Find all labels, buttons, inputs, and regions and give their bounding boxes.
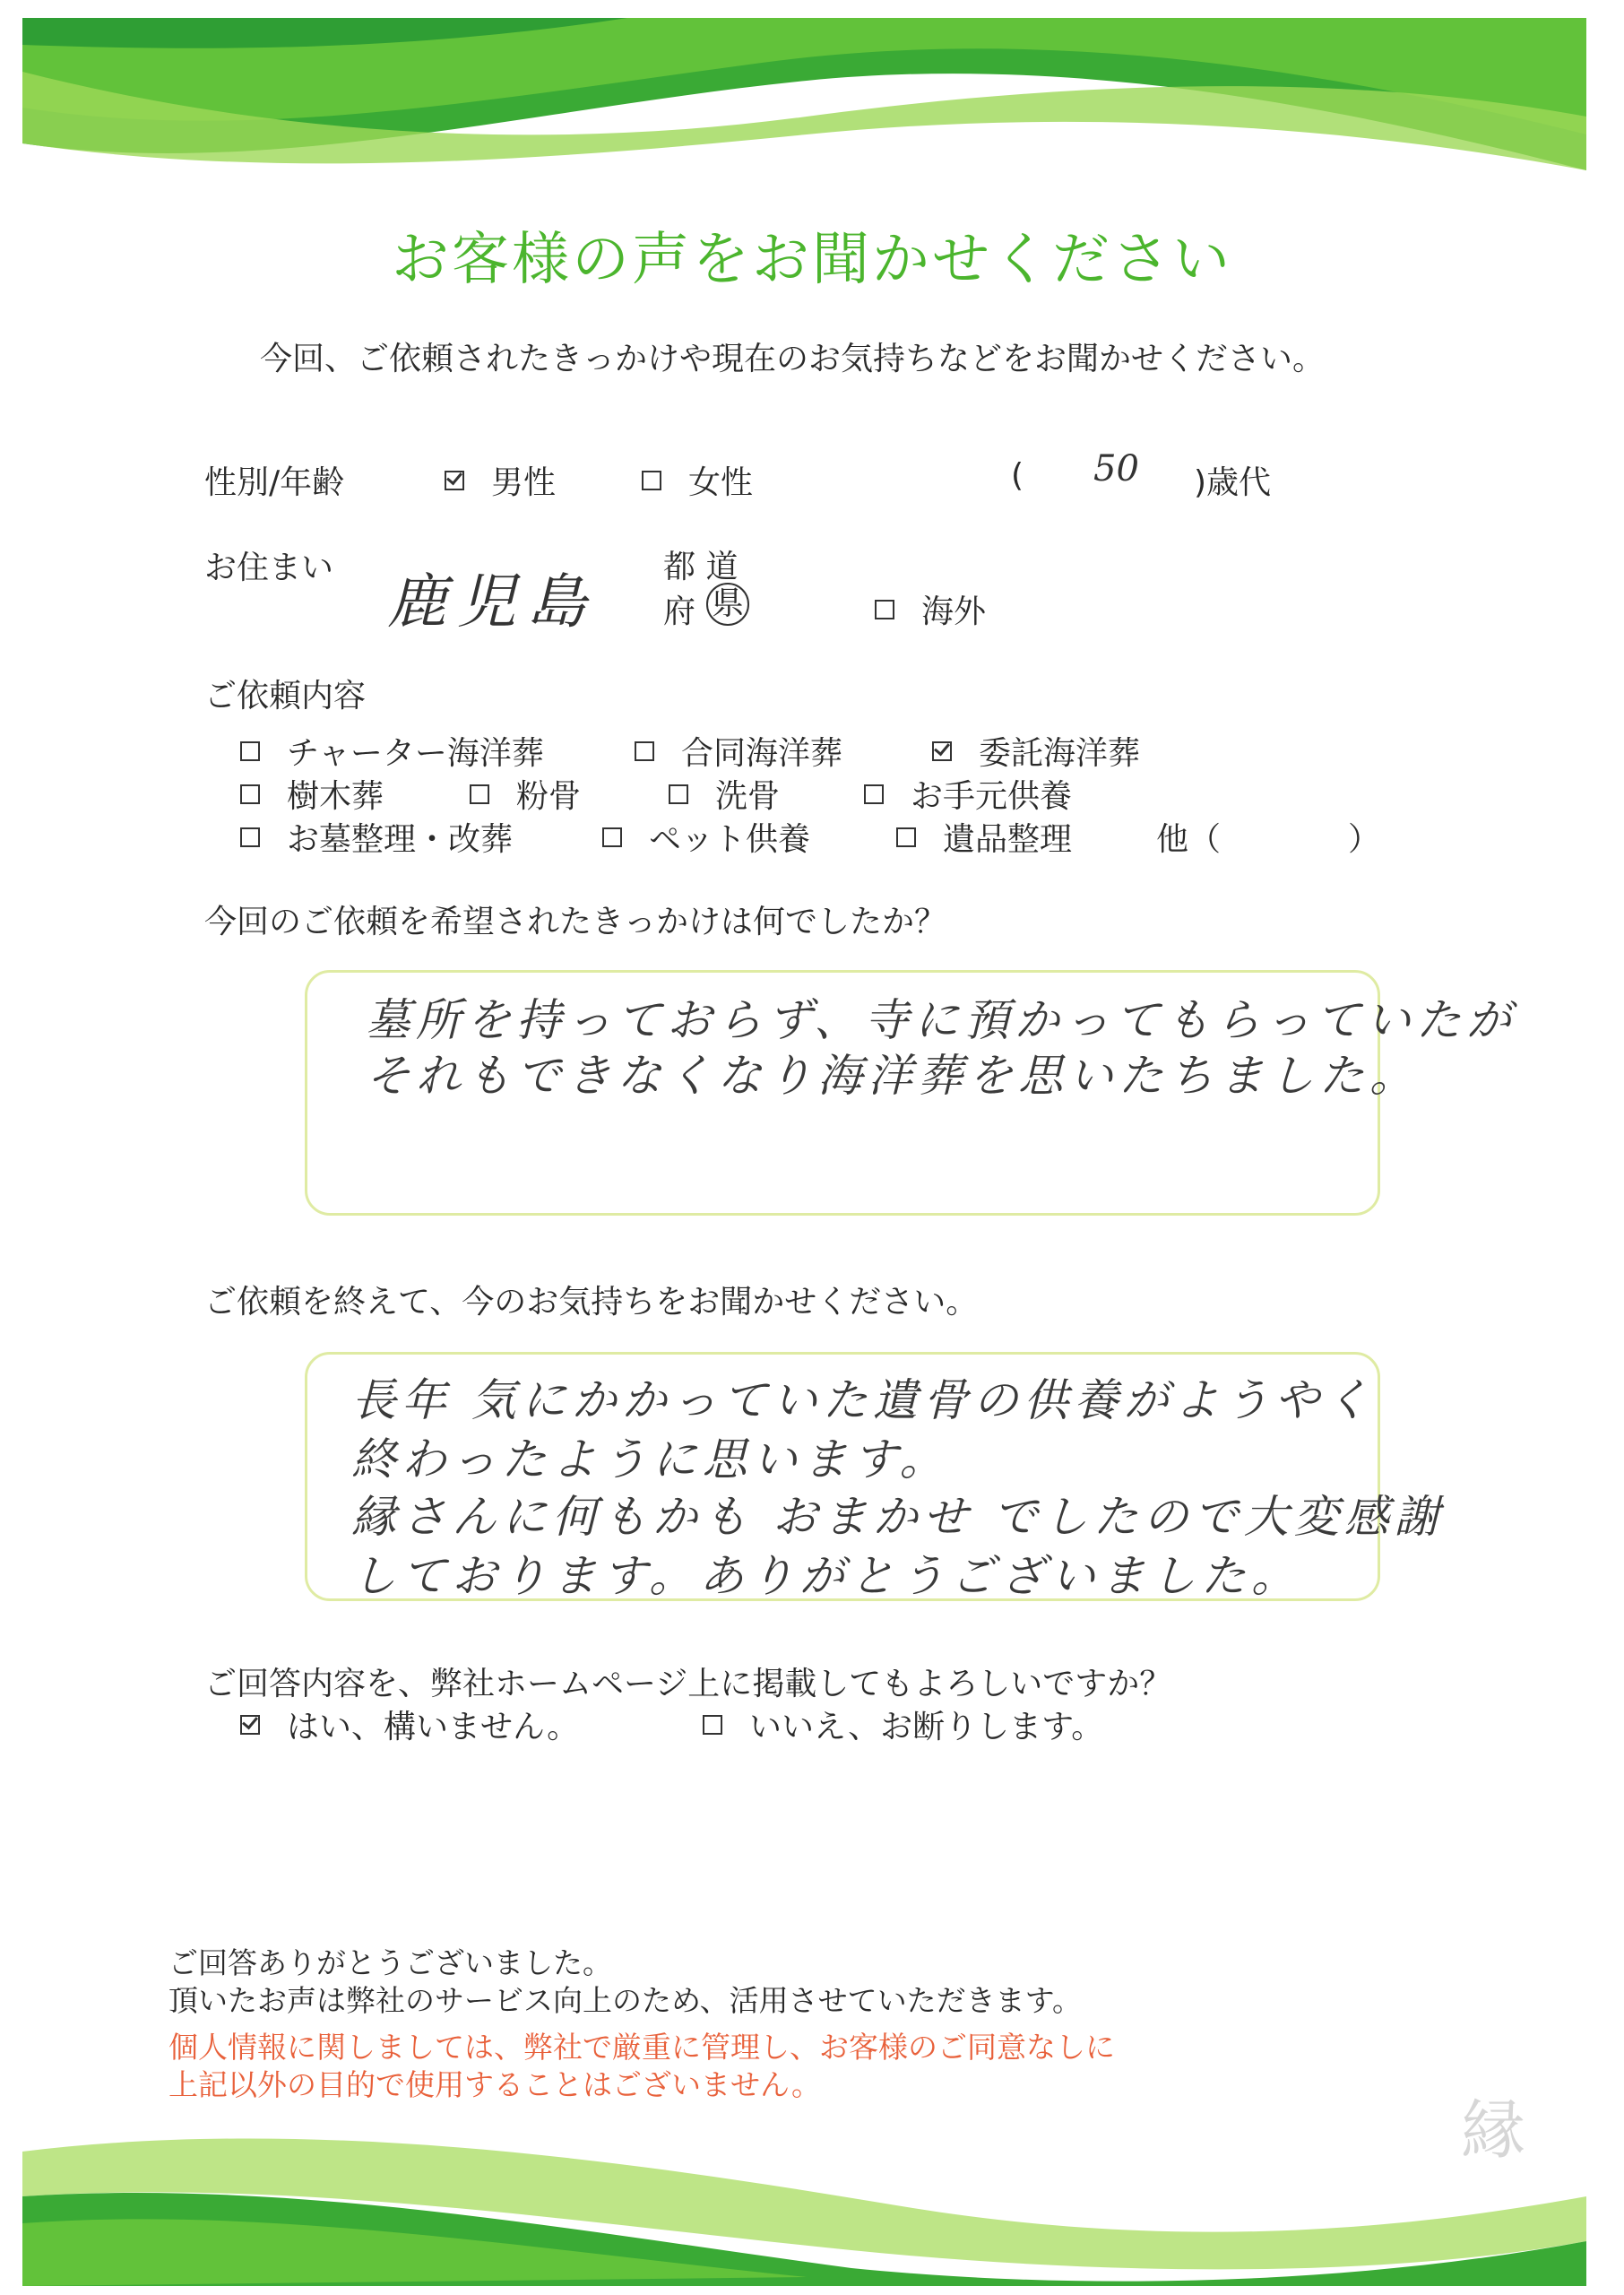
gender-male-option[interactable]: [445, 457, 556, 503]
residence-label: お住まい: [204, 550, 334, 586]
joint-checkbox[interactable]: [635, 741, 654, 761]
request-label: ご依頼内容: [204, 678, 367, 714]
gender-female-option[interactable]: [642, 457, 753, 503]
page-title: お客様の声をお聞かせください: [392, 227, 1232, 293]
answer-1-line-1: 墓所を持っておらず、寺に預かってもらっていたが: [366, 994, 1516, 1046]
tree-checkbox[interactable]: [240, 784, 260, 804]
female-checkbox[interactable]: [642, 471, 661, 490]
age-value: 50: [1093, 448, 1139, 489]
publish-yes-label: はい、構いません。: [287, 1709, 580, 1745]
grave-label: お墓整理・改葬: [287, 821, 514, 858]
prefecture-fu: 府: [663, 593, 696, 630]
overseas-label: 海外: [921, 593, 987, 630]
overseas-checkbox[interactable]: [875, 600, 894, 619]
option-pet[interactable]: [602, 814, 810, 860]
footer-usage: 頂いたお声は弊社のサービス向上のため、活用させていただきます。: [168, 1983, 1083, 2018]
bottom-wave-banner: [0, 2098, 1624, 2295]
prefecture-top: 都 道: [663, 549, 739, 585]
joint-label: 合同海洋葬: [681, 735, 843, 772]
pet-checkbox[interactable]: [602, 827, 622, 847]
publish-yes-option[interactable]: [240, 1702, 579, 1747]
age-close-label: )歳代: [1194, 464, 1272, 501]
wash-label: 洗骨: [715, 778, 781, 815]
question-2: ご依頼を終えて、今のお気持ちをお聞かせください。: [204, 1284, 979, 1321]
answer-2-line-3: 縁さんに何もかも おまかせ でしたので大変感謝: [351, 1491, 1445, 1543]
publish-no-checkbox[interactable]: [703, 1715, 722, 1735]
powder-checkbox[interactable]: [470, 784, 489, 804]
age-open-paren: (: [1011, 457, 1024, 494]
option-wash[interactable]: [669, 771, 780, 817]
female-label: 女性: [688, 464, 754, 501]
tree-label: 樹木葬: [287, 778, 384, 815]
other-label: 他（: [1156, 821, 1222, 858]
residence-value: 鹿児島: [387, 567, 597, 637]
overseas-option[interactable]: [875, 586, 986, 632]
intro-text: 今回、ご依頼されたきっかけや現在のお気持ちなどをお聞かせください。: [260, 341, 1326, 377]
answer-2-line-2: 終わったように思います。: [351, 1433, 950, 1485]
option-consign[interactable]: [932, 728, 1140, 774]
male-label: 男性: [491, 464, 557, 501]
wash-checkbox[interactable]: [669, 784, 688, 804]
option-belongings[interactable]: [896, 814, 1072, 860]
answer-1-line-2: それもできなくなり海洋葬を思いたちました。: [366, 1050, 1420, 1102]
grave-checkbox[interactable]: [240, 827, 260, 847]
top-wave-banner: [0, 0, 1624, 188]
charter-label: チャーター海洋葬: [287, 735, 544, 772]
privacy-notice-1: 個人情報に関しましては、弊社で厳重に管理し、お客様のご同意なしに: [168, 2030, 1115, 2065]
question-3: ご回答内容を、弊社ホームページ上に掲載してもよろしいですか？: [204, 1666, 1172, 1702]
answer-2-line-4: しております。ありがとうございました。: [351, 1550, 1301, 1602]
privacy-notice-2: 上記以外の目的で使用することはございません。: [168, 2067, 821, 2102]
other-close: ）: [1348, 821, 1381, 858]
hand-checkbox[interactable]: [864, 784, 884, 804]
pet-label: ペット供養: [649, 821, 811, 858]
consign-checkbox[interactable]: [932, 741, 952, 761]
footer-thanks: ご回答ありがとうございました。: [168, 1945, 612, 1980]
belongings-checkbox[interactable]: [896, 827, 916, 847]
option-powder[interactable]: [470, 771, 581, 817]
company-logo-en: 縁: [1460, 2092, 1525, 2168]
belongings-label: 遺品整理: [943, 821, 1073, 858]
gender-age-label: 性別/年齢: [204, 464, 345, 501]
male-checkbox[interactable]: [445, 471, 464, 490]
hand-label: お手元供養: [911, 778, 1073, 815]
consign-label: 委託海洋葬: [979, 735, 1141, 772]
option-charter[interactable]: [240, 728, 544, 774]
charter-checkbox[interactable]: [240, 741, 260, 761]
option-tree[interactable]: [240, 771, 384, 817]
publish-no-label: いいえ、お断りします。: [749, 1709, 1104, 1745]
option-hand[interactable]: [864, 771, 1072, 817]
prefecture-ken-circled: 県: [706, 583, 749, 626]
publish-yes-checkbox[interactable]: [240, 1715, 260, 1735]
answer-2-line-1: 長年 気にかかっていた遺骨の供養がようやく: [351, 1374, 1375, 1426]
option-grave[interactable]: [240, 814, 513, 860]
question-1: 今回のご依頼を希望されたきっかけは何でしたか？: [204, 904, 947, 940]
option-joint[interactable]: [635, 728, 842, 774]
publish-no-option[interactable]: [703, 1702, 1103, 1747]
powder-label: 粉骨: [516, 778, 582, 815]
